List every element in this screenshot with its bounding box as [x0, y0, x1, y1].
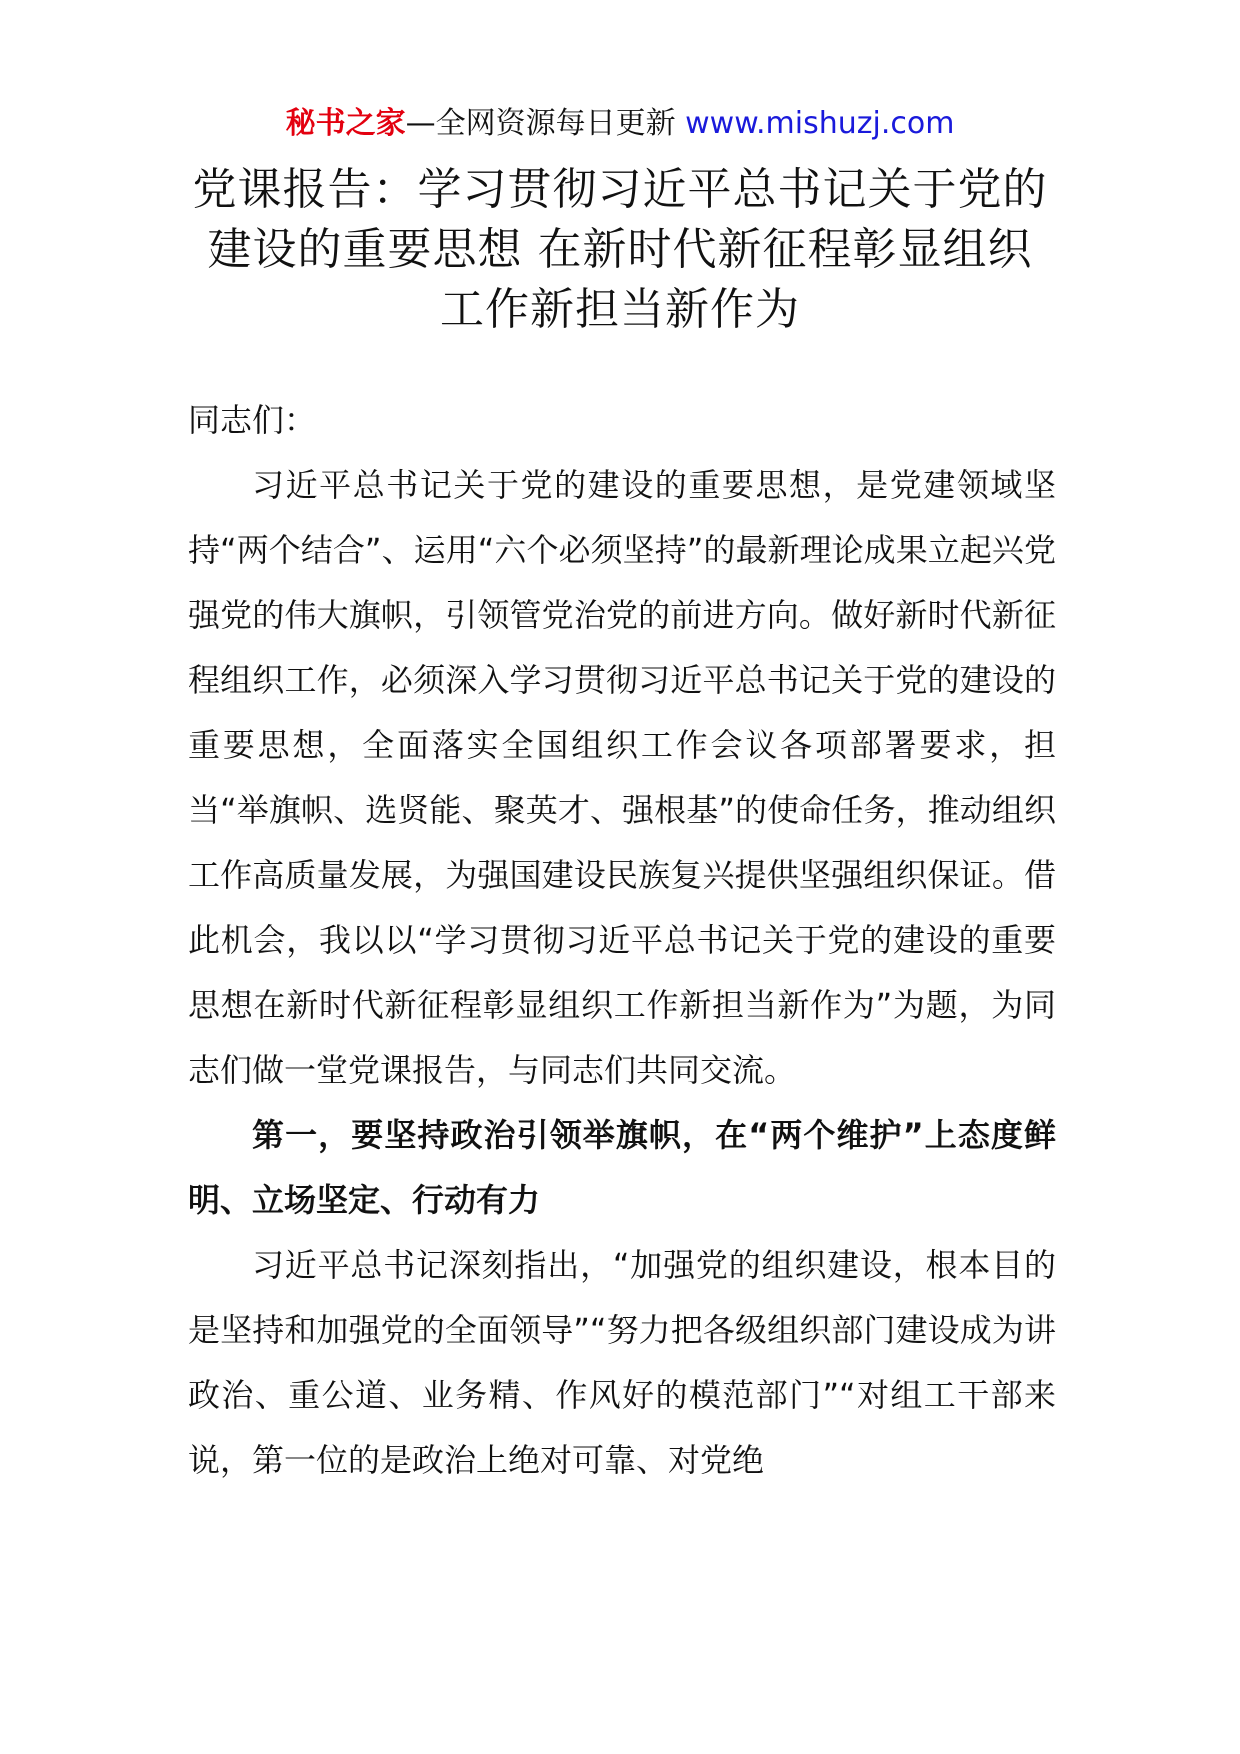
site-header	[0, 102, 1240, 146]
document-title: 党课报告：学习贯彻习近平总书记关于党的建设的重要思想 在新时代新征程彰显组织工作新担当新作为	[192, 164, 1048, 335]
section-heading: 第一，要坚持政治引领举旗帜，在“两个维护”上态度鲜明、立场坚定、行动有力	[188, 1116, 1056, 1219]
intro-paragraph: 习近平总书记关于党的建设的重要思想，是党建领域坚持“两个结合”、运用“六个必须坚持”的最新理论成果立起兴党强党的伟大旗帜，引领管党治党的前进方向。做好新时代新征程组织工作，必须深入学习贯彻习近平总书记关于党的建设的重要思想，全面落实全国组织工作会议各项部署要求，担当“举旗帜、选贤能、聚英才、强根基”的使命任务，推动组织工作高质量发展，为强国建设民族复兴提供坚强组织保证。借此机会，我以以“学习贯彻习近平总书记关于党的建设的重要思想在新时代新征程彰显组织工作新担当新作为”为题，为同志们做一堂党课报告，与同志们共同交流。	[188, 466, 1056, 1089]
section-paragraph: 习近平总书记深刻指出，“加强党的组织建设，根本目的是坚持和加强党的全面领导”“努力把各级组织部门建设成为讲政治、重公道、业务精、作风好的模范部门”“对组工干部来说，第一位的是政治上绝对可靠、对党绝	[188, 1246, 1056, 1479]
salutation: 同志们：	[188, 401, 317, 439]
header-tagline: —全网资源每日更新	[405, 106, 676, 141]
brand-name: 秘书之家	[285, 106, 406, 141]
document-body	[188, 388, 1056, 1493]
site-url-link[interactable]: www.mishuzj.com	[685, 106, 955, 141]
